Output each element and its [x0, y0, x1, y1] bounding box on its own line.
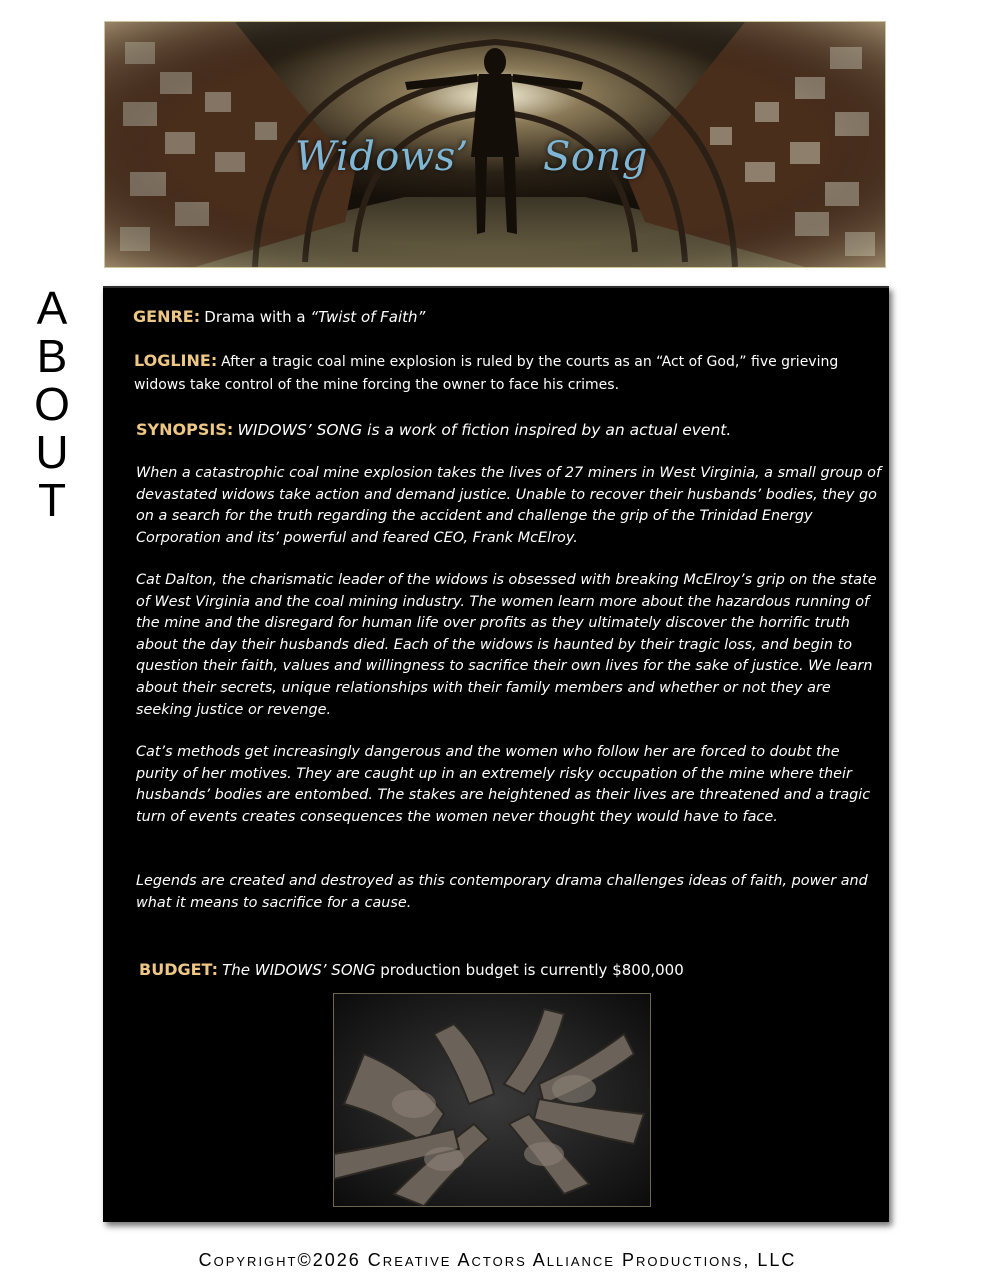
budget-label: BUDGET:	[139, 960, 218, 979]
banner-image	[105, 22, 885, 267]
side-label-about	[34, 284, 70, 524]
side-letter: T	[37, 474, 67, 526]
logline-label: LOGLINE:	[134, 351, 218, 370]
side-letter: B	[36, 330, 68, 382]
synopsis-intro: WIDOWS’ SONG is a work of fiction inspired by an actual event.	[237, 421, 732, 439]
synopsis-heading	[136, 420, 731, 440]
banner-title-right: Song	[543, 134, 648, 180]
side-letter: U	[35, 426, 69, 478]
hands-illustration	[334, 994, 650, 1206]
budget-text: production budget is currently $800,000	[375, 961, 684, 979]
about-panel	[103, 286, 889, 1222]
synopsis-paragraph: Cat Dalton, the charismatic leader of the widows is obsessed with breaking McElroy’s grip on the state of West Virginia and the coal mining industry. The women learn more about the hazardous running of the mine and the disregard for human life over profits as they ultimately discover the horrific truth about the day their husbands died. Each of the widows is haunted by their tragic loss, and begin to question their faith, values and willingness to sacrifice their own lives for the sake of justice. We learn about their secrets, unique relationships with their family members and whether or not they are seeking justice or revenge.	[136, 572, 877, 718]
genre-line	[133, 307, 425, 326]
budget-line	[139, 960, 684, 979]
genre-text: Drama with a	[204, 308, 311, 326]
synopsis-label: SYNOPSIS:	[136, 420, 234, 439]
logline-text: After a tragic coal mine explosion is ruled by the courts as an “Act of God,” five grieving widows take control of the mine forcing the owner to face his crimes.	[134, 354, 839, 393]
synopsis-paragraph: When a catastrophic coal mine explosion takes the lives of 27 miners in West Virginia, a small group of devastated widows take action and demand justice. Unable to recover their husbands’ bodies, they go on a search for the truth regarding the accident and challenge the grip of the Trinidad Energy Corporation and its’ powerful and feared CEO, Frank McElroy.	[136, 465, 882, 546]
hands-photo	[333, 993, 651, 1207]
synopsis-paragraph: Cat’s methods get increasingly dangerous and the women who follow her are forced to doubt the purity of her motives. They are caught up in an extremely risky occupation of the mine where their husbands’ bodies are entombed. The stakes are heightened as their lives are threatened and a tragic turn of events creates consequences the women never thought they would have to face.	[136, 744, 871, 825]
budget-italic: The WIDOWS’ SONG	[222, 961, 376, 979]
copyright-footer: Copyright©2026 Creative Actors Alliance Productions, LLC	[198, 1250, 797, 1270]
side-letter: O	[34, 378, 70, 430]
logline-block	[134, 350, 874, 396]
genre-italic: “Twist of Faith”	[310, 308, 426, 326]
genre-label: GENRE:	[133, 307, 201, 326]
mine-tunnel-illustration	[105, 22, 885, 267]
banner-title-left: Widows’	[295, 134, 469, 180]
synopsis-paragraph: Legends are created and destroyed as this contemporary drama challenges ideas of faith, power and what it means to sacrifice for a cause.	[136, 873, 868, 911]
side-letter: A	[36, 282, 68, 334]
